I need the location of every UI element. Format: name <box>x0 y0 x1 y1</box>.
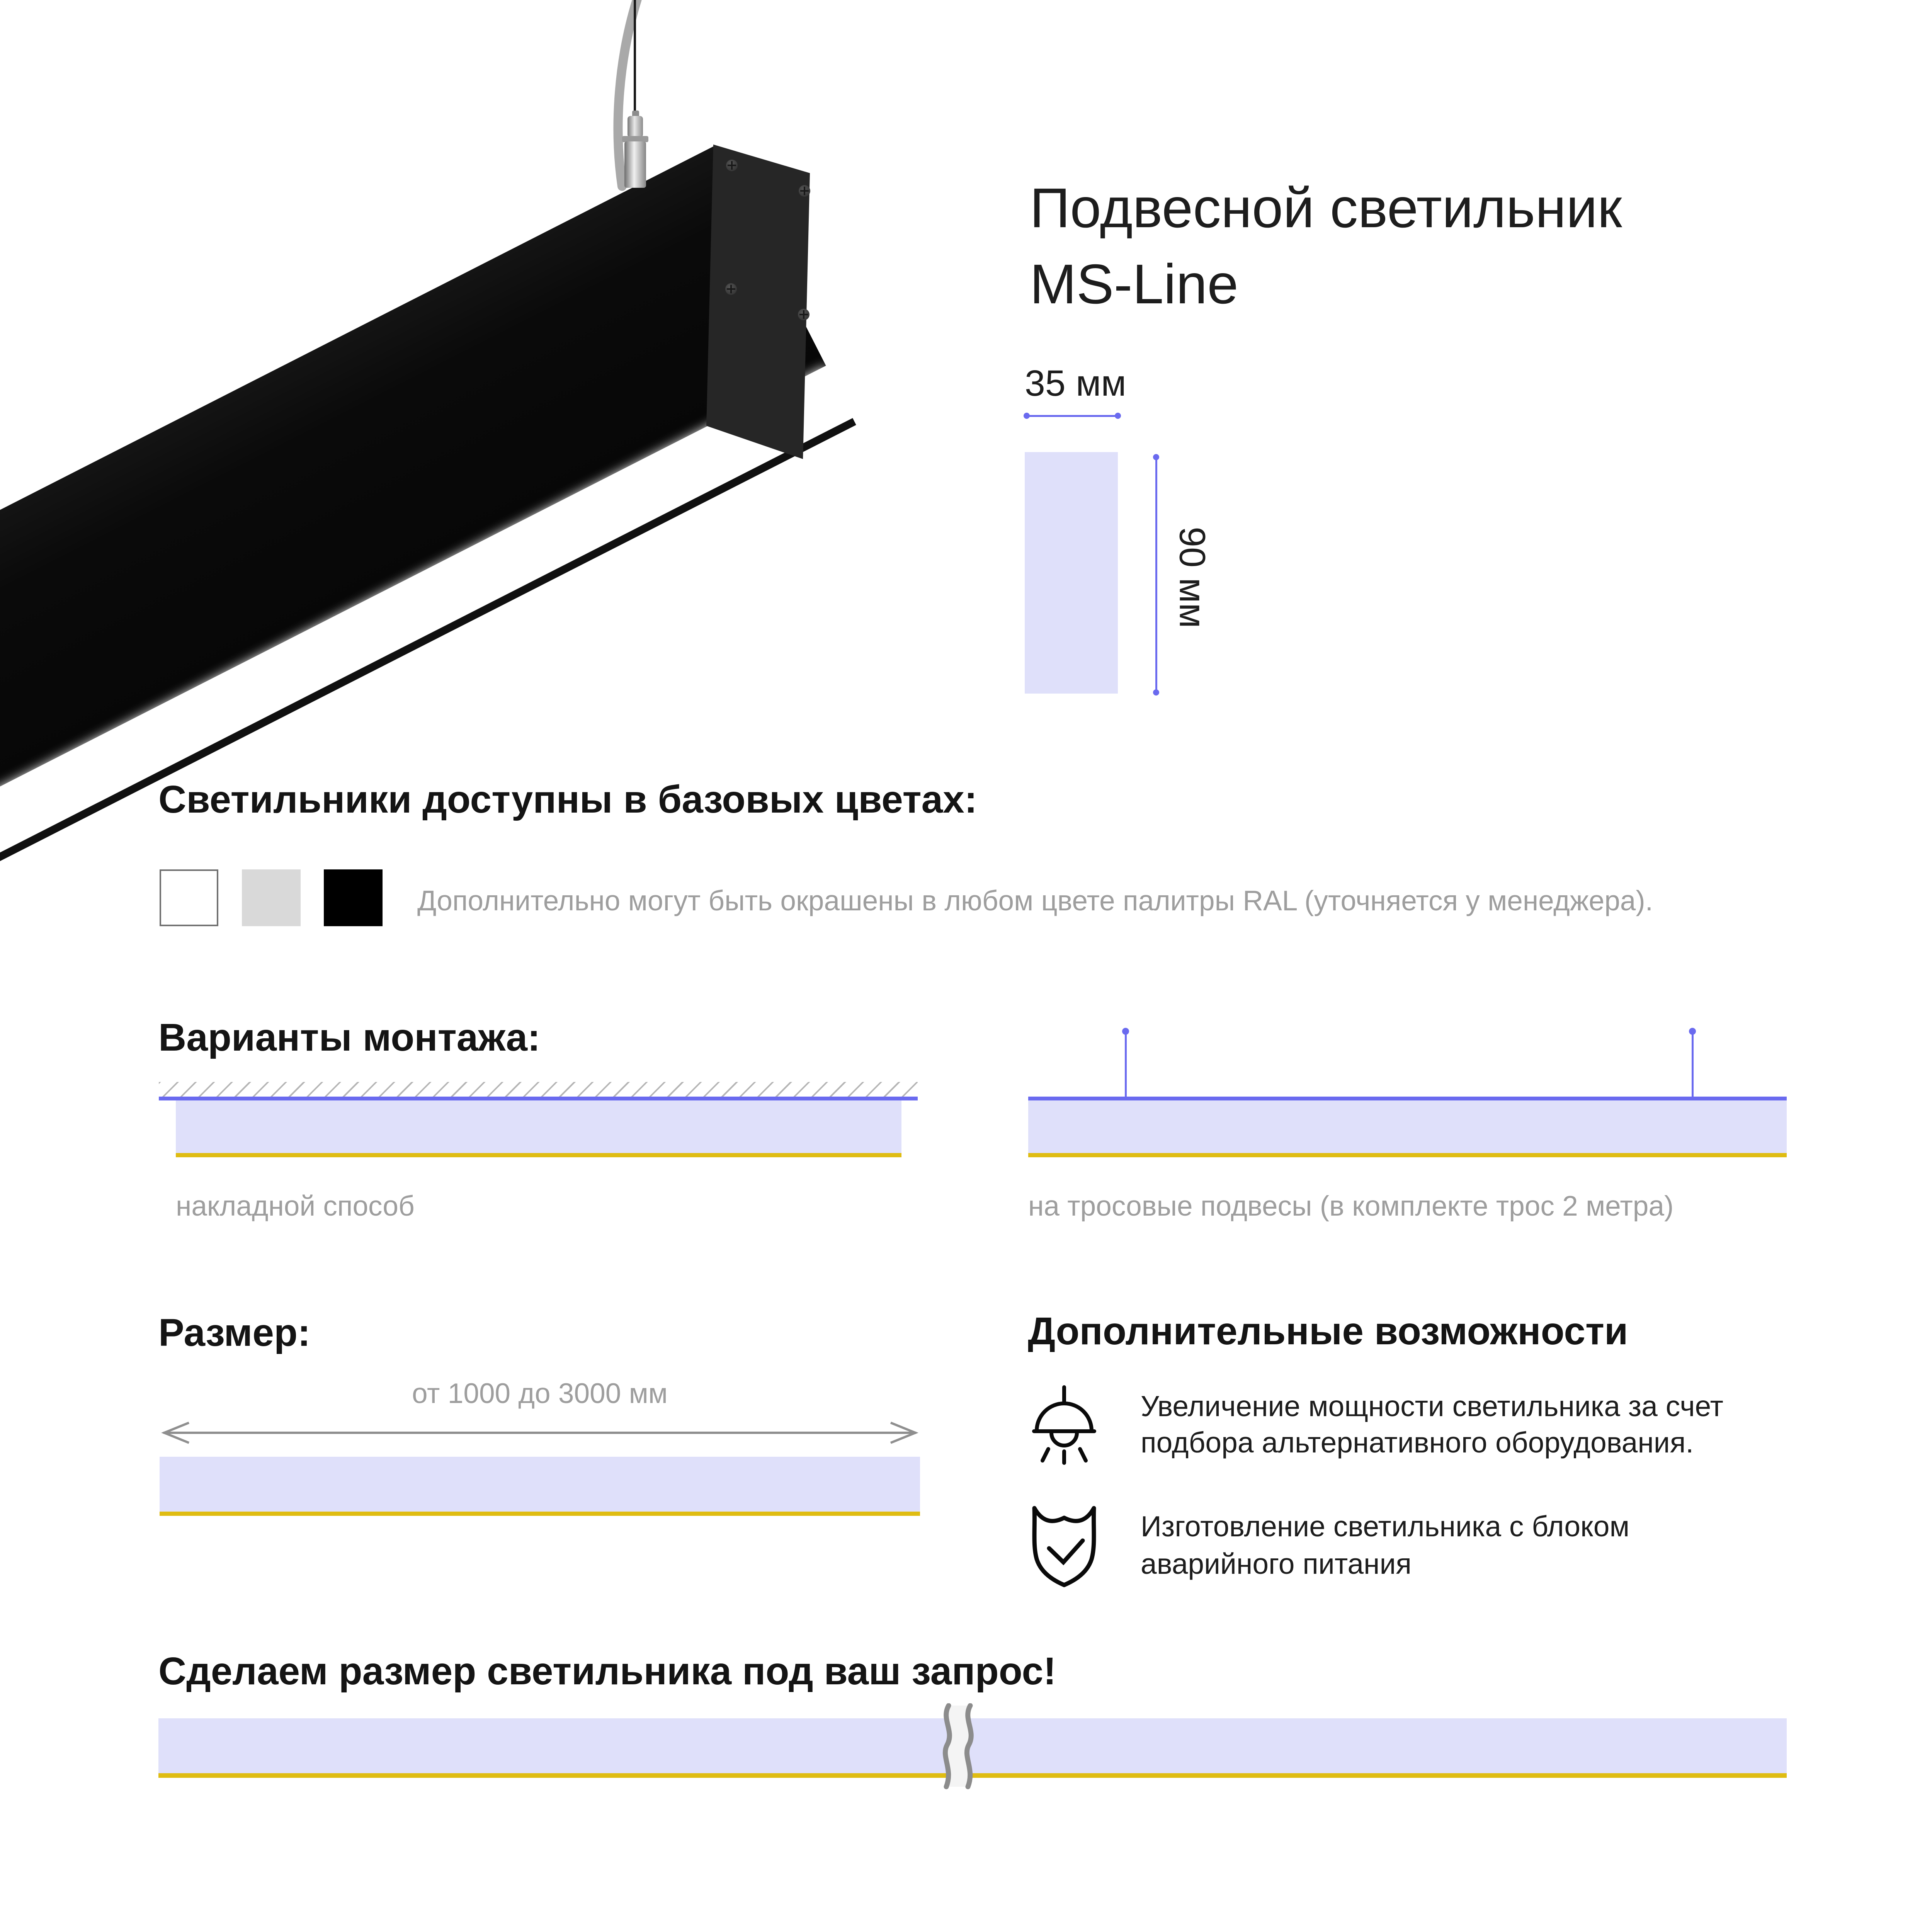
cable-gripper <box>624 141 646 188</box>
ral-note: Дополнительно могут быть окрашены в любом цвете палитры RAL (уточняется у менеджера). <box>417 885 1653 917</box>
page-title <box>1030 170 1764 322</box>
dimension-dot <box>1115 413 1121 419</box>
color-swatch-black <box>324 869 383 926</box>
mounting-option-caption: на тросовые подвесы (в комплекте трос 2 метра) <box>1028 1190 1674 1222</box>
profile-cross-section <box>1025 452 1118 694</box>
shield-check-icon <box>1030 1505 1099 1589</box>
suspension-wire <box>1125 1032 1127 1097</box>
height-dimension-label: 90 мм <box>1172 527 1213 628</box>
suspended-lamp-top-line <box>1028 1097 1787 1100</box>
suspension-cable <box>634 0 636 123</box>
mounting-section-heading: Варианты монтажа: <box>158 1016 541 1059</box>
feature-text: Изготовление светильника с блоком аварийного питания <box>1141 1510 1630 1580</box>
size-section-heading: Размер: <box>158 1311 311 1354</box>
suspended-light-line <box>1028 1153 1787 1157</box>
ceiling-hatch <box>159 1082 918 1097</box>
dimension-dot <box>1153 454 1159 460</box>
suspension-wire <box>1692 1032 1694 1097</box>
surface-mount-light-line <box>176 1153 901 1157</box>
suspended-lamp-bar <box>1028 1100 1787 1153</box>
dimension-dot <box>1024 413 1030 419</box>
screw-icon <box>799 185 810 197</box>
size-lamp-bar <box>160 1457 920 1512</box>
width-dimension-line <box>1027 415 1118 417</box>
custom-size-heading: Сделаем размер светильника под ваш запрос! <box>158 1650 1056 1693</box>
pendant-lamp-icon <box>1030 1384 1098 1466</box>
ceiling-line <box>159 1097 918 1100</box>
screw-icon <box>725 283 737 295</box>
cable-gripper <box>628 116 643 138</box>
feature-text: Увеличение мощности светильника за счет подбора альтернативного оборудования. <box>1141 1390 1724 1459</box>
height-dimension-line <box>1155 457 1157 692</box>
screw-icon <box>798 309 810 320</box>
dimension-dot <box>1153 689 1159 696</box>
size-range-arrow <box>160 1420 920 1445</box>
page-title-line2: MS-Line <box>1030 253 1238 315</box>
lamp-photo <box>0 0 889 889</box>
length-break-icon <box>935 1703 1000 1790</box>
screw-icon <box>726 160 738 171</box>
size-light-line <box>160 1512 920 1516</box>
lamp-end-cap <box>706 145 810 459</box>
page-title-line1: Подвесной светильник <box>1030 177 1622 239</box>
size-range-label: от 1000 до 3000 мм <box>412 1378 668 1409</box>
colors-section-heading: Светильники доступны в базовых цветах: <box>158 778 978 821</box>
color-swatch-white <box>160 869 218 926</box>
surface-mount-lamp-bar <box>176 1100 901 1153</box>
mounting-option-caption: накладной способ <box>176 1190 415 1222</box>
width-dimension-label: 35 мм <box>1025 363 1126 404</box>
features-section-heading: Дополнительные возможности <box>1028 1310 1628 1353</box>
color-swatch-gray <box>242 869 301 926</box>
